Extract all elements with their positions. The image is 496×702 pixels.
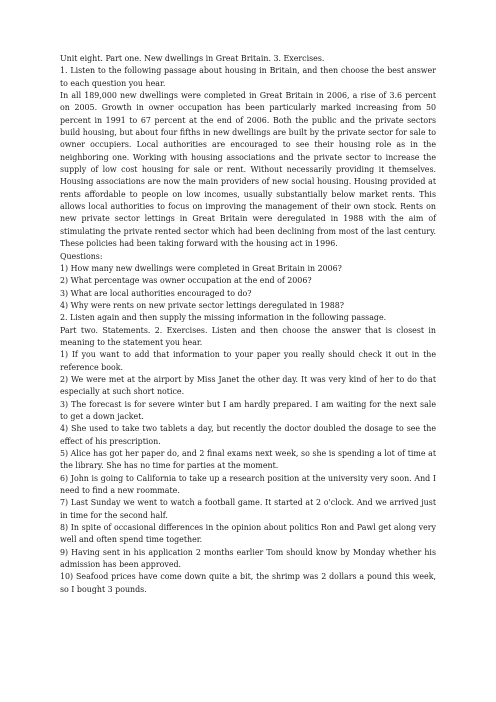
statement-item: 1) If you want to add that information to your paper you really should check it out in the reference book.: [60, 350, 436, 372]
statement-item: 6) John is going to California to take up a research position at the university very soon. And I need to find a new roommate.: [60, 473, 436, 496]
question-list: [60, 263, 436, 312]
document-page: [60, 53, 436, 596]
statement-item: 4) She used to take two tablets a day, but recently the doctor doubled the dosage to see the effect of his prescription.: [60, 424, 436, 446]
document-title: Unit eight. Part one. New dwellings in Great Britain. 3. Exercises.: [60, 54, 325, 63]
statement-item: 7) Last Sunday we went to watch a football game. It started at 2 o'clock. And we arrived just in time for the second half.: [60, 498, 436, 520]
housing-passage: In all 189,000 new dwellings were completed in Great Britain in 2006, a rise of 3.6 percent on 2005. Growth in owner occupation has been particularly marked increasing from 50 percent in 1991 to 67 percent at the end of 2006. Both the public and the private sectors build housing, but about four fifths in new dwellings are built by the private sector for sale to owner occupiers. Local authorities are encouraged to see their housing role as in the neighboring one. Working with housing associations and the private sector to increase the supply of low cost housing for sale or rent. Without necessarily providing it themselves. Housing associations are now the main providers of new social housing. Housing provided at rents affordable to people on low incomes, usually substantially below market rents. This allows local authorities to focus on improving the management of their own stock. Rents on new private sector lettings in Great Britain were deregulated in 1988 with the aim of stimulating the private rented sector which had been declining from most of the last century. These policies had been taking forward with the housing act in 1996.: [60, 91, 436, 249]
exercise-1-instruction: 1. Listen to the following passage about housing in Britain, and then choose the best answer to each question you hear.: [60, 66, 436, 88]
statement-item: 8) In spite of occasional differences in the opinion about politics Ron and Pawl get along very well and often spend time together.: [60, 523, 436, 545]
statement-item: 10) Seafood prices have come down quite a bit, the shrimp was 2 dollars a pound this week, so I bought 3 pounds.: [60, 572, 436, 594]
question-item: 1) How many new dwellings were completed in Great Britain in 2006?: [60, 263, 342, 273]
questions-heading: Questions:: [60, 251, 103, 261]
statement-item: 2) We were met at the airport by Miss Janet the other day. It was very kind of her to do that especially at such short notice.: [60, 374, 436, 397]
part-two-heading: Part two. Statements. 2. Exercises. Listen and then choose the answer that is closest in meaning to the statement you hear.: [60, 325, 436, 347]
statement-item: 5) Alice has got her paper do, and 2 final exams next week, so she is spending a lot of time at the library. She has no time for parties at the moment.: [60, 449, 436, 471]
statement-item: 9) Having sent in his application 2 months earlier Tom should know by Monday whether his admission has been approved.: [60, 547, 436, 570]
question-item: 2) What percentage was owner occupation at the end of 2006?: [60, 276, 312, 286]
question-item: 3) What are local authorities encouraged to do?: [60, 288, 252, 298]
statement-list: [60, 349, 436, 596]
question-item: 4) Why were rents on new private sector lettings deregulated in 1988?: [60, 300, 345, 310]
exercise-2-instruction: 2. Listen again and then supply the missing information in the following passage.: [60, 313, 387, 323]
statement-item: 3) The forecast is for severe winter but I am hardly prepared. I am waiting for the next sale to get a down jacket.: [60, 399, 436, 421]
